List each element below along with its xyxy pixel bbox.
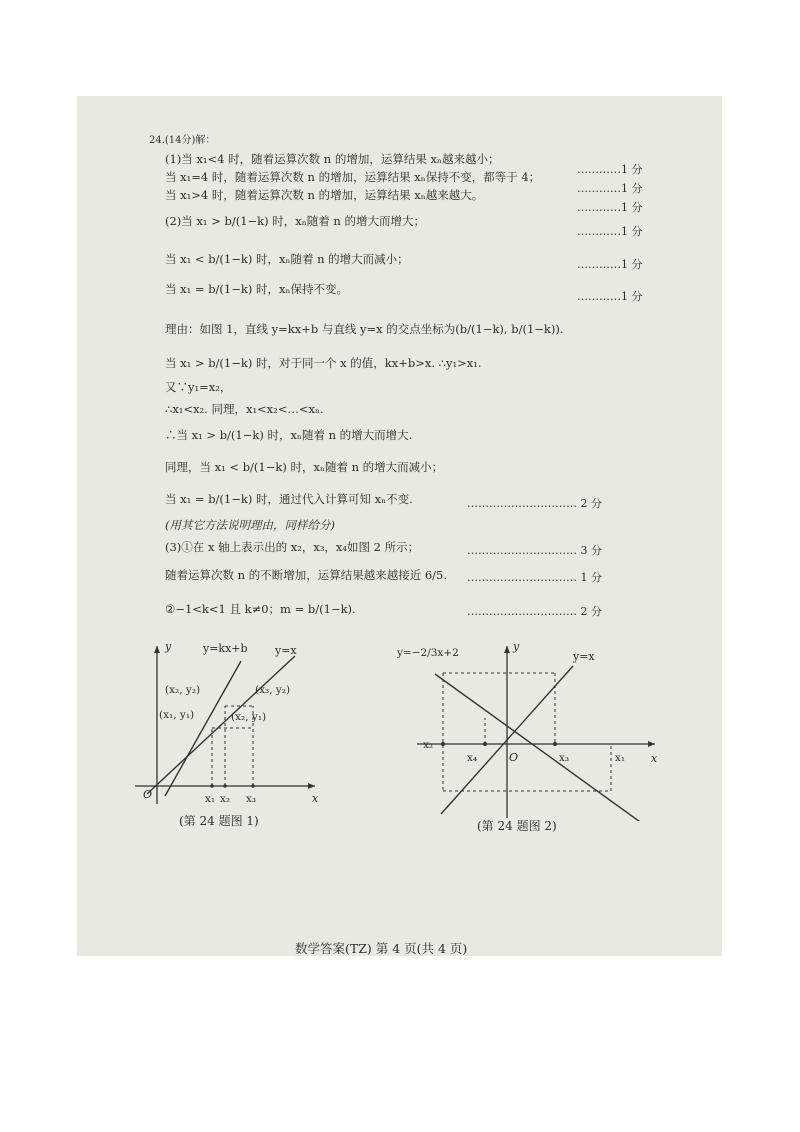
- score-4: …………1 分: [577, 225, 643, 238]
- fig2-x-label: x: [651, 752, 658, 765]
- fig1-line2-label: y=x: [275, 644, 297, 657]
- answer-line-2: 当 x₁=4 时，随着运算次数 n 的增加，运算结果 xₙ保持不变，都等于 4；: [165, 170, 541, 184]
- fig1-point-label-2: (x₁, y₁): [159, 709, 195, 721]
- answer-line-17: ②−1<k<1 且 k≠0；m = b/(1−k).: [165, 602, 356, 616]
- score-10: ………………………… 2 分: [467, 605, 602, 618]
- fig1-x-label: x: [312, 792, 319, 805]
- answer-line-4: (2)当 x₁ > b/(1−k) 时，xₙ随着 n 的增大而增大；: [165, 214, 425, 228]
- fig1-point-label-4: (x₂, y₁): [231, 711, 267, 723]
- fig2-tick-x4: x₄: [467, 752, 478, 764]
- answer-line-15: (3)①在 x 轴上表示出的 x₂，x₃，x₄如图 2 所示；: [165, 540, 420, 554]
- fig1-line1-label: y=kx+b: [203, 642, 248, 655]
- fig1-tick-x2: x₂: [220, 793, 231, 805]
- answer-line-5: 当 x₁ < b/(1−k) 时，xₙ随着 n 的增大而减小；: [165, 252, 409, 266]
- fig2-tick-x3: x₃: [559, 752, 570, 764]
- figure-1-caption: (第 24 题图 1): [179, 814, 259, 828]
- fig2-tick-x2: x₂: [423, 739, 434, 751]
- score-7: ………………………… 2 分: [467, 497, 602, 510]
- fig2-line-decreasing: [435, 674, 643, 821]
- answer-line-14: (用其它方法说明理由，同样给分): [165, 518, 335, 532]
- answer-line-13: 当 x₁ = b/(1−k) 时，通过代入计算可知 xₙ不变.: [165, 492, 413, 506]
- answer-line-16: 随着运算次数 n 的不断增加，运算结果越来越接近 6/5.: [165, 568, 448, 582]
- figure-2-caption: (第 24 题图 2): [477, 819, 557, 833]
- score-3: …………1 分: [577, 201, 643, 214]
- fig2-origin-label: O: [509, 751, 519, 764]
- score-6: …………1 分: [577, 290, 643, 303]
- fig2-point-x2: [441, 742, 445, 746]
- answer-line-11: ∴当 x₁ > b/(1−k) 时，xₙ随着 n 的增大而增大.: [165, 428, 413, 442]
- fig2-x-arrow-icon: [648, 741, 655, 747]
- answer-line-12: 同理，当 x₁ < b/(1−k) 时，xₙ随着 n 的增大而减小；: [165, 460, 444, 474]
- fig1-x-arrow-icon: [308, 783, 315, 789]
- fig1-y-label: y: [165, 640, 172, 653]
- score-8: ………………………… 3 分: [467, 544, 602, 557]
- answer-line-10: ∴x₁<x₂. 同理，x₁<x₂<…<xₙ.: [165, 402, 324, 416]
- fig2-tick-x1: x₁: [615, 752, 626, 764]
- fig1-line-y-eq-x: [147, 656, 295, 794]
- score-5: …………1 分: [577, 258, 643, 271]
- problem-header: 24.(14分)解：: [149, 135, 216, 146]
- fig1-point-label-1: (x₂, y₂): [165, 684, 201, 696]
- fig1-line-kx-b: [165, 661, 241, 796]
- fig2-line2-label: y=x: [573, 650, 595, 663]
- fig2-point-x3: [553, 742, 557, 746]
- fig1-origin-label: O: [143, 788, 153, 801]
- fig1-point-x2: [223, 784, 227, 788]
- score-9: ………………………… 1 分: [467, 571, 602, 584]
- fig1-point-label-3: (x₃, y₂): [255, 684, 291, 696]
- answer-sheet-photo: [77, 96, 722, 956]
- fig2-cobweb: [443, 673, 611, 791]
- answer-line-6: 当 x₁ = b/(1−k) 时，xₙ保持不变。: [165, 282, 348, 296]
- answer-line-7: 理由：如图 1，直线 y=kx+b 与直线 y=x 的交点坐标为(b/(1−k), b/(1−k)).: [165, 322, 564, 336]
- answer-line-3: 当 x₁>4 时，随着运算次数 n 的增加，运算结果 xₙ越来越大。: [165, 188, 484, 202]
- fig1-tick-x3: x₃: [246, 793, 257, 805]
- fig1-point-x1: [210, 784, 214, 788]
- figure-2-graph: [395, 636, 667, 821]
- fig2-point-x4: [483, 742, 487, 746]
- fig1-point-x3: [251, 784, 255, 788]
- fig2-line1-label: y=−2/3x+2: [397, 647, 459, 659]
- fig1-y-arrow-icon: [154, 646, 160, 653]
- fig1-tick-x1: x₁: [205, 793, 216, 805]
- fig2-y-label: y: [513, 640, 520, 653]
- fig2-y-arrow-icon: [504, 646, 510, 653]
- figure-1-graph: [125, 636, 337, 811]
- score-2: …………1 分: [577, 182, 643, 195]
- answer-line-8: 当 x₁ > b/(1−k) 时，对于同一个 x 的值，kx+b>x. ∴y₁>x₁.: [165, 356, 482, 370]
- answer-line-1: (1)当 x₁<4 时，随着运算次数 n 的增加，运算结果 xₙ越来越小；: [165, 152, 500, 166]
- answer-line-9: 又∵y₁=x₂，: [165, 380, 232, 394]
- score-1: …………1 分: [577, 163, 643, 176]
- page-footer: 数学答案(TZ) 第 4 页(共 4 页): [295, 941, 468, 956]
